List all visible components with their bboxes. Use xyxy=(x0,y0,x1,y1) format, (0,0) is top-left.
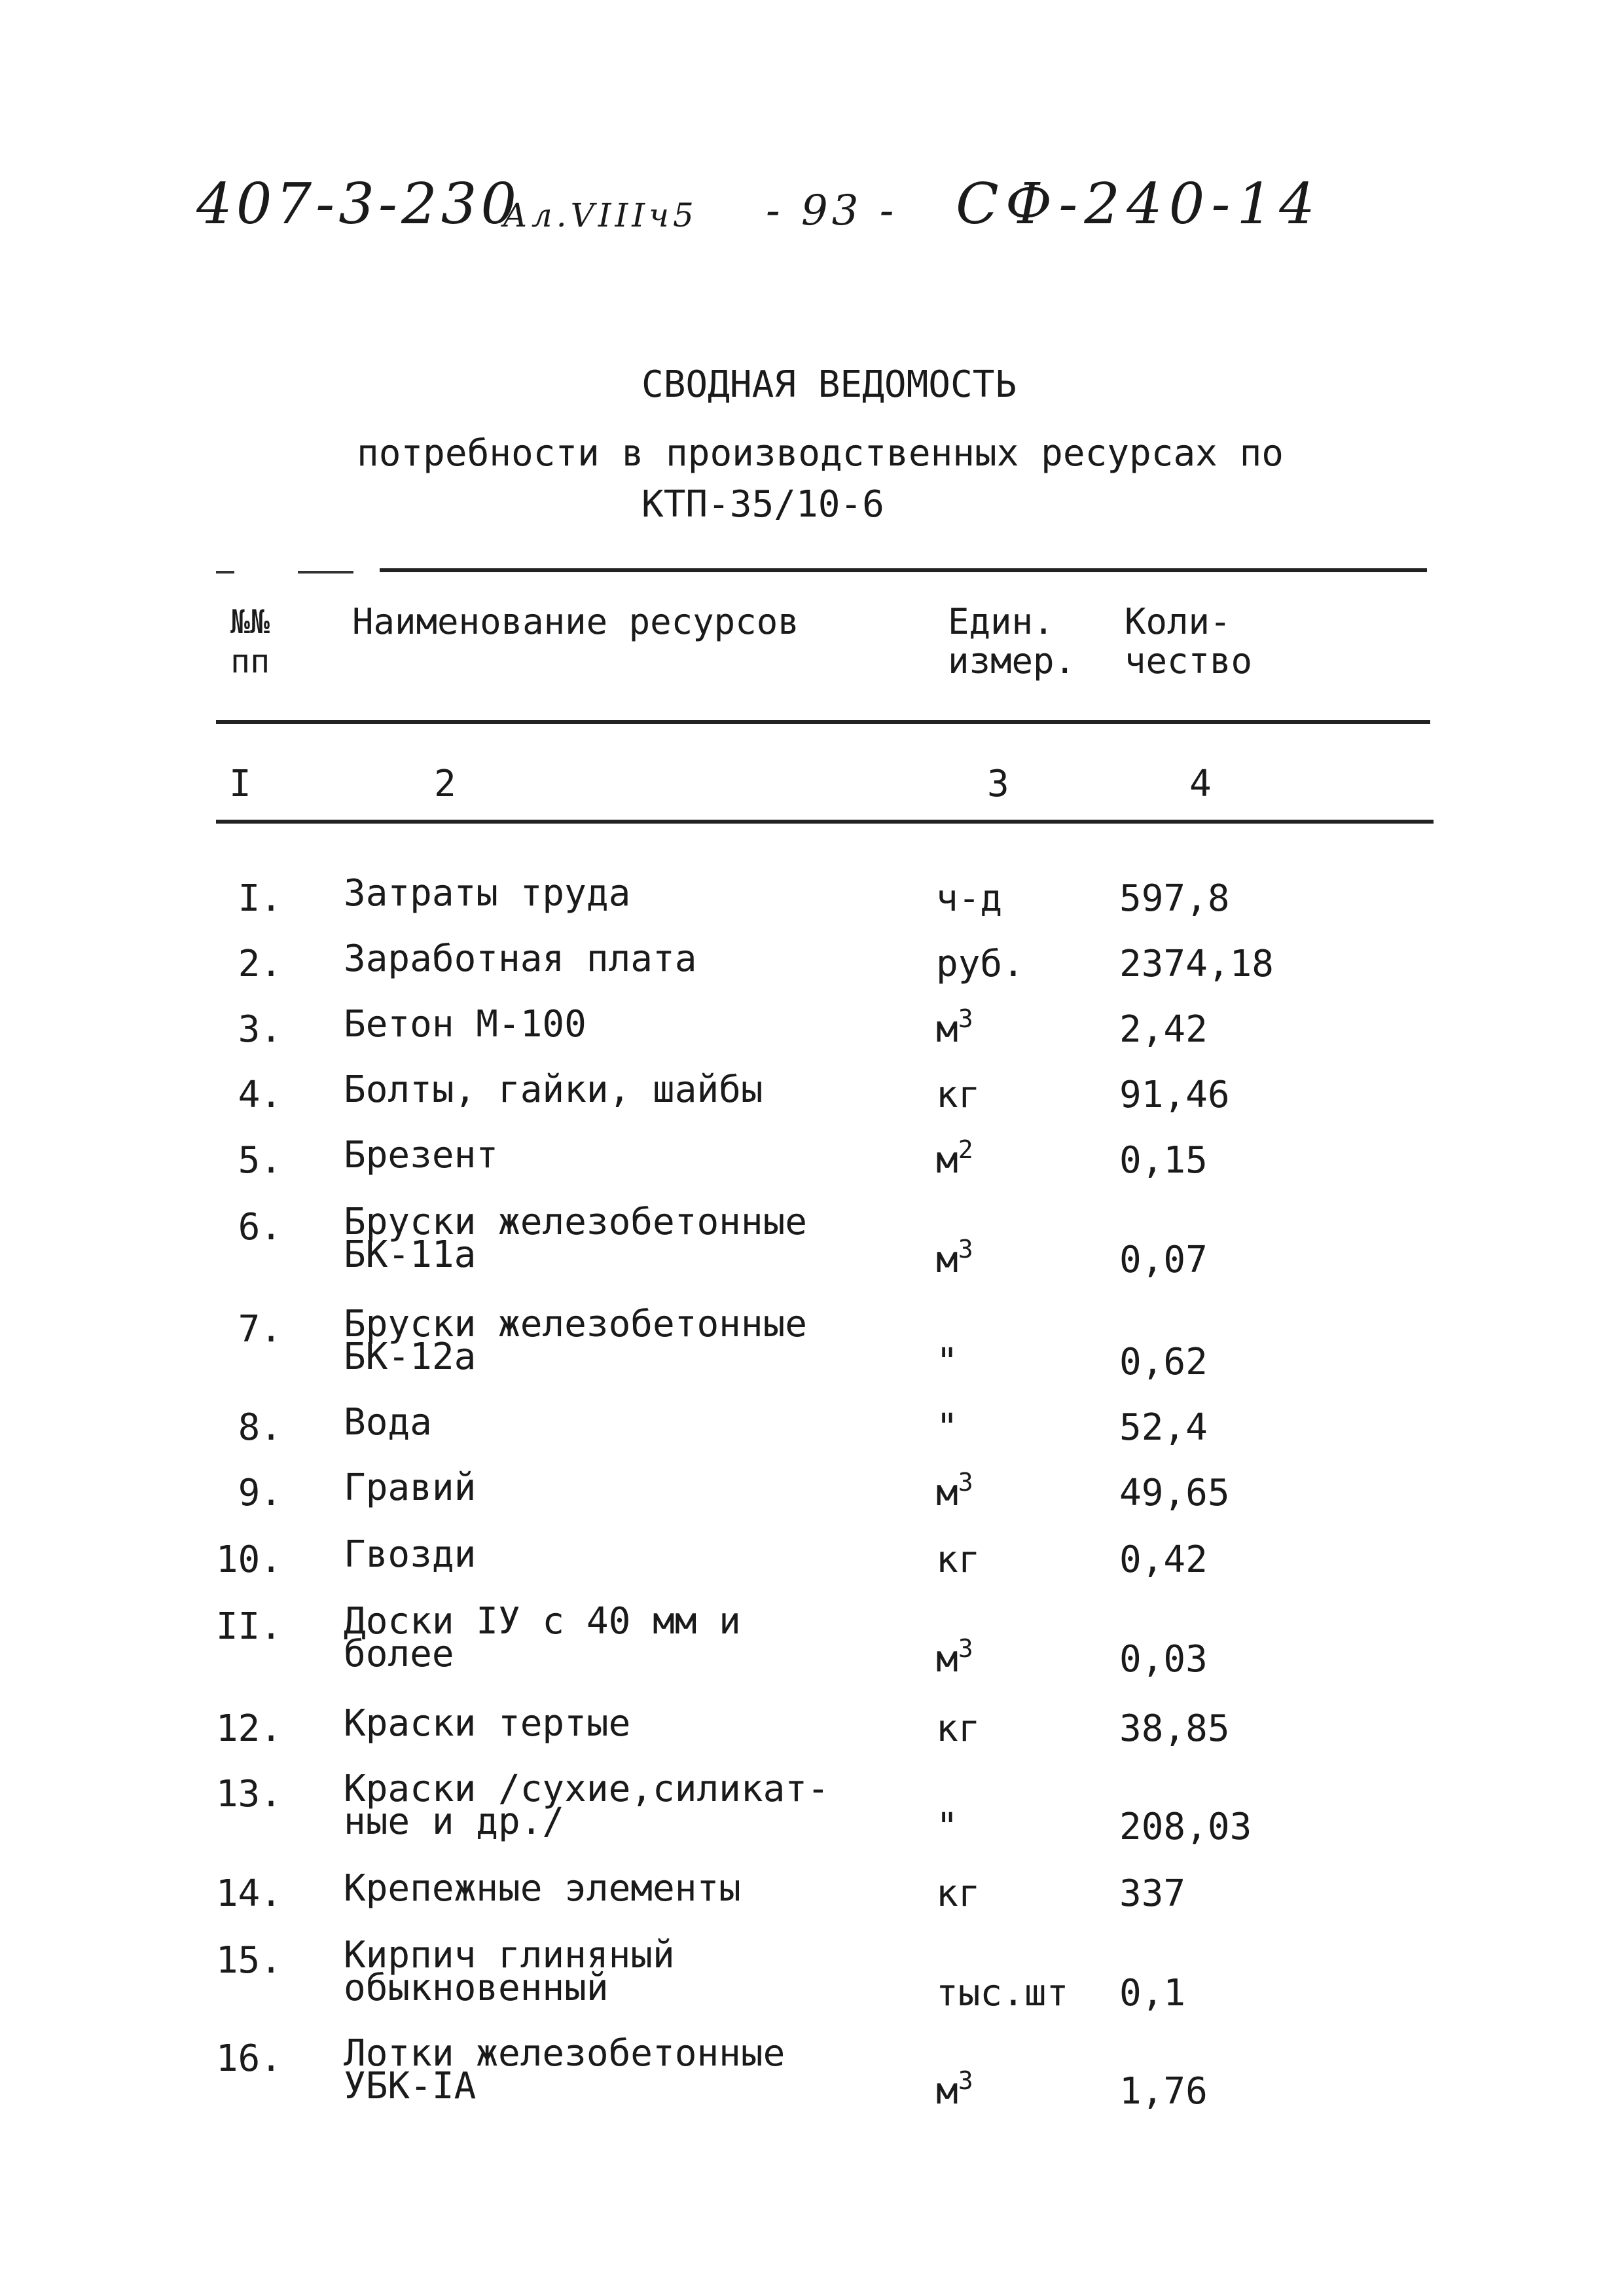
resource-name: Краски /сухие,силикат- ные и др./ xyxy=(344,1768,829,1843)
column-number: 4 xyxy=(1189,763,1212,805)
row-number: 13. xyxy=(215,1773,282,1815)
unit-text: м xyxy=(936,1239,958,1281)
row-number: 10. xyxy=(215,1539,282,1581)
unit-text: м xyxy=(936,1638,958,1681)
unit-text: кг xyxy=(936,1872,981,1915)
row-number: 5. xyxy=(238,1139,282,1182)
resource-unit xyxy=(936,1235,973,1281)
row-number: 14. xyxy=(215,1872,282,1915)
resource-name: Затраты труда xyxy=(344,872,631,915)
unit-text: м xyxy=(936,2070,958,2113)
unit-text: м xyxy=(936,1139,958,1182)
resource-unit xyxy=(936,1634,973,1681)
row-number: I. xyxy=(238,877,282,920)
row-number: 7. xyxy=(238,1308,282,1351)
resource-name: Крепежные элементы xyxy=(344,1867,741,1910)
unit-text: руб. xyxy=(936,943,1024,985)
resource-quantity: 2374,18 xyxy=(1119,943,1274,985)
resource-quantity: 91,46 xyxy=(1119,1074,1230,1116)
resource-quantity: 0,62 xyxy=(1119,1341,1208,1383)
header-rule xyxy=(216,720,1430,724)
column-header-unit: Един. измер. xyxy=(948,601,1076,682)
resource-quantity: 597,8 xyxy=(1119,877,1230,920)
document-subtitle: потребности в производственных ресурсах по xyxy=(357,432,1284,475)
unit-text: ч-д xyxy=(936,877,1003,920)
resource-quantity: 52,4 xyxy=(1119,1406,1208,1449)
resource-name: Доски IУ с 40 мм и более xyxy=(344,1600,741,1675)
resource-unit xyxy=(936,1707,980,1750)
unit-text: м xyxy=(936,1008,958,1051)
sheet-reference: Ал.VIIIч5 xyxy=(503,196,698,234)
resource-name: Вода xyxy=(344,1401,432,1444)
resource-unit xyxy=(936,1972,1068,2014)
row-number: 6. xyxy=(238,1206,282,1248)
column-number: 2 xyxy=(434,763,456,805)
resource-unit xyxy=(936,1135,973,1182)
resource-quantity: 337 xyxy=(1119,1872,1186,1915)
resource-name: Лотки железобетонные УБК-IA xyxy=(344,2032,785,2107)
resource-quantity: 1,76 xyxy=(1119,2070,1208,2113)
row-number: 16. xyxy=(215,2037,282,2080)
resource-name: Краски тертые xyxy=(344,1702,631,1745)
resource-quantity: 0,42 xyxy=(1119,1539,1208,1581)
resource-name: Бруски железобетонные БК-11а xyxy=(344,1201,808,1276)
resource-quantity: 0,15 xyxy=(1119,1139,1208,1182)
row-number: 12. xyxy=(215,1707,282,1750)
unit-text: кг xyxy=(936,1707,981,1750)
resource-quantity: 0,1 xyxy=(1119,1972,1186,2014)
series-code: СФ-240-14 xyxy=(956,172,1322,237)
document-code: 407-3-230 xyxy=(196,172,521,237)
column-header-name: Наименование ресурсов xyxy=(352,601,799,642)
resource-name: Брезент xyxy=(344,1134,499,1176)
top-rule xyxy=(380,568,1427,572)
resource-quantity: 49,65 xyxy=(1119,1472,1230,1514)
column-number: I xyxy=(229,763,251,805)
column-header-quantity: Коли- чество xyxy=(1125,601,1253,682)
resource-unit xyxy=(936,1468,973,1514)
resource-unit xyxy=(936,1539,980,1581)
unit-text: " xyxy=(936,1406,958,1449)
resource-quantity: 0,07 xyxy=(1119,1239,1208,1281)
column-number-rule xyxy=(216,820,1434,824)
row-number: 15. xyxy=(215,1939,282,1982)
unit-text: " xyxy=(936,1341,958,1383)
unit-exponent: 3 xyxy=(958,1468,973,1497)
resource-quantity: 38,85 xyxy=(1119,1707,1230,1750)
row-number: 9. xyxy=(238,1472,282,1514)
resource-unit xyxy=(936,1872,980,1915)
resource-name: Болты, гайки, шайбы xyxy=(344,1068,763,1111)
document-title: СВОДНАЯ ВЕДОМОСТЬ xyxy=(641,363,1017,406)
resource-name: Бетон М-100 xyxy=(344,1003,586,1046)
resource-unit xyxy=(936,1074,980,1116)
document-object: КТП-35/10-6 xyxy=(641,483,884,526)
row-number: 2. xyxy=(238,943,282,985)
unit-text: " xyxy=(936,1806,958,1848)
resource-name: Гвозди xyxy=(344,1533,477,1576)
resource-unit xyxy=(936,1406,958,1449)
resource-quantity: 0,03 xyxy=(1119,1638,1208,1681)
resource-quantity: 2,42 xyxy=(1119,1008,1208,1051)
column-number: 3 xyxy=(987,763,1009,805)
resource-name: Бруски железобетонные БК-12а xyxy=(344,1303,808,1378)
resource-unit xyxy=(936,2066,973,2113)
top-rule-dash xyxy=(216,571,234,574)
column-header-number: №№ пп xyxy=(230,603,270,680)
resource-unit xyxy=(936,943,1024,985)
top-rule-dash xyxy=(298,571,353,574)
resource-name: Кирпич глиняный обыкновенный xyxy=(344,1934,675,2009)
resource-unit xyxy=(936,877,1002,920)
unit-text: кг xyxy=(936,1074,981,1116)
page-number: - 93 - xyxy=(766,187,898,235)
row-number: 3. xyxy=(238,1008,282,1051)
resource-quantity: 208,03 xyxy=(1119,1806,1252,1848)
unit-text: кг xyxy=(936,1539,981,1581)
resource-unit xyxy=(936,1806,958,1848)
row-number: II. xyxy=(215,1605,282,1648)
unit-exponent: 3 xyxy=(958,1634,973,1663)
unit-exponent: 3 xyxy=(958,1235,973,1264)
unit-text: м xyxy=(936,1472,958,1514)
resource-name: Заработная плата xyxy=(344,938,697,980)
resource-unit xyxy=(936,1004,973,1051)
resource-unit xyxy=(936,1341,958,1383)
row-number: 4. xyxy=(238,1074,282,1116)
unit-text: тыс.шт xyxy=(936,1972,1069,2014)
resource-name: Гравий xyxy=(344,1467,477,1509)
unit-exponent: 2 xyxy=(958,1135,973,1164)
unit-exponent: 3 xyxy=(958,2066,973,2095)
unit-exponent: 3 xyxy=(958,1004,973,1033)
row-number: 8. xyxy=(238,1406,282,1449)
